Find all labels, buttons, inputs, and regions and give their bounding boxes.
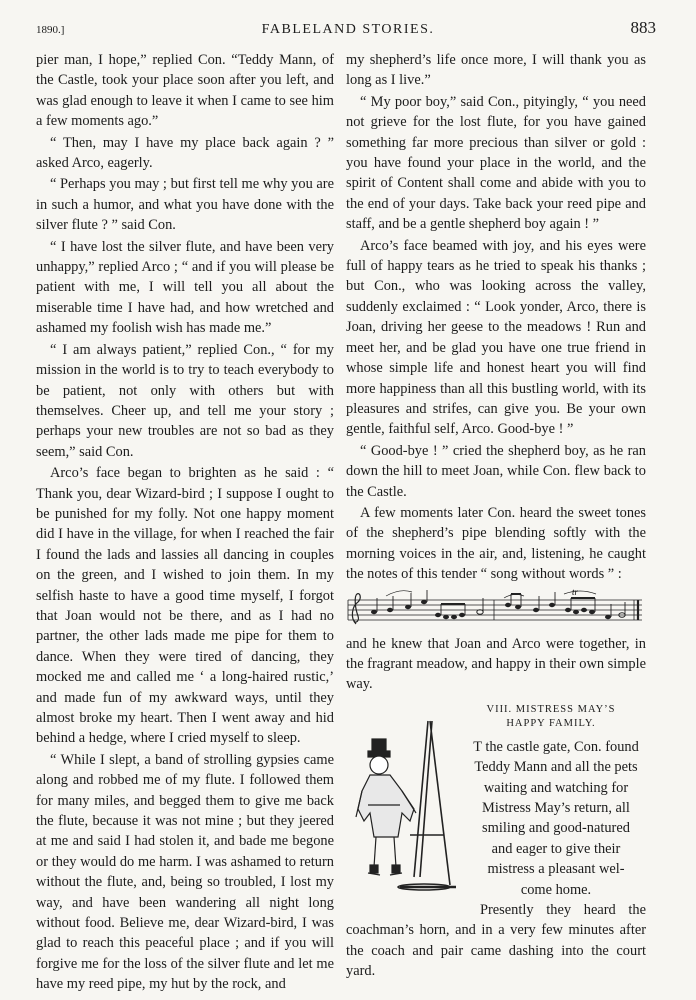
paragraph: “ I have lost the silver flute, and have been very unhappy,” replied Arco ; “ and if you will please be patient with me, I will tell you all about the miserable time I have had, and how wretched and ashamed my foolish wish has made me.” xyxy=(36,238,334,337)
paragraph: my shepherd’s life once more, I will thank you as long as I live.” xyxy=(346,52,646,89)
chapter-title: VIII. MISTRESS MAY’S HAPPY FAMILY. xyxy=(486,703,616,729)
paragraph: “ I am always patient,” replied Con., “ for my mission in the world is to try to teach everybody to be patient, not only with others but with themselves. Cheer up, and tell me your story ; perhaps your new troubles are not so bad as they seem,” said Con. xyxy=(36,341,334,460)
header-year: 1890.] xyxy=(36,24,65,36)
chapter-line: smiling and good-natured xyxy=(482,820,630,837)
paragraph: “ Then, may I have my place back again ? ” asked Arco, eagerly. xyxy=(36,134,334,172)
paragraph: pier man, I hope,” replied Con. “Teddy Mann, of the Castle, took your place soon after you left, and was glad enough to leave it when I came to see him a few moments ago.” xyxy=(36,52,334,130)
chapter-line: T the castle gate, Con. found xyxy=(473,738,639,755)
chapter-line: mistress a pleasant wel- xyxy=(487,861,625,878)
trill-mark: tr xyxy=(572,587,579,597)
paragraph: Arco’s face beamed with joy, and his eyes were full of happy tears as he tried to speak his thanks ; but Con., who was looking across the valley, suddenly exclaimed : “ Look yonder, Arco, there is Joan, driving her geese to the meadows ! Run and meet her, and be glad you have one true friend in whose simple life and honest heart you will find more happiness than all this bustling world, with its pleasures and strifes, can give you. Be your own gentle, faithful self, Arco. Good-bye ! ” xyxy=(346,237,646,438)
right-column xyxy=(346,50,646,982)
paragraph: “ While I slept, a band of strolling gypsies came along and robbed me of my flute. I followed them for many miles, and begged them to give me back the flute, because it was not mine ; but they jeered at me and said I had stolen it, and bade me begone or they would do me harm. I was ashamed to return without the flute, and, being so troubled, I lost my way, and have been wandering all night long without food. Believe me, dear Wizard-bird, I was glad to reach this peaceful place ; and if you will forgive me for the loss of the silver flute and let me have my reed pipe, my hut by the rock, and xyxy=(36,751,334,993)
running-title: FABLELAND STORIES. xyxy=(261,22,435,37)
paragraph: A few moments later Con. heard the sweet tones of the shepherd’s pipe blending softly with the morning voices in the air, and, listening, he caught the notes of this tender “ song without words ” : xyxy=(346,504,646,583)
illustration-boy-with-letter-a xyxy=(340,717,460,905)
music-staff-figure xyxy=(346,588,646,628)
chapter-line: come home. xyxy=(520,881,592,898)
page-header xyxy=(30,18,666,42)
chapter-line: Mistress May’s return, all xyxy=(482,800,630,816)
left-column xyxy=(36,50,334,996)
treble-clef-icon xyxy=(352,593,360,623)
page-number: 883 xyxy=(630,18,656,37)
chapter-line: and eager to give their xyxy=(491,840,621,857)
paragraph: Presently they heard the coachman’s horn, and in a very few minutes after the coach and pair came dashing into the court yard. xyxy=(346,902,646,980)
paragraph: “ Good-bye ! ” cried the shepherd boy, as he ran down the hill to meet Joan, while Con. flew back to the Castle. xyxy=(346,442,646,500)
chapter-section xyxy=(346,703,646,982)
chapter-line: waiting and watching for xyxy=(483,779,629,796)
chapter-line: Teddy Mann and all the pets xyxy=(474,759,638,776)
paragraph: “ My poor boy,” said Con., pityingly, “ you need not grieve for the lost flute, for you have gained something far more precious than silver or gold : you have found your place in the world, and the spirit of Content shall come and abide with you to the end of your days. Take back your reed pipe and staff, and be a gentle shepherd boy again ! ” xyxy=(346,93,646,233)
paragraph: “ Perhaps you may ; but first tell me why you are in such a humor, and what you have done with the silver flute ? ” said Con. xyxy=(36,176,334,234)
music-staff xyxy=(346,588,646,628)
paragraph: Arco’s face began to brighten as he said : “ Thank you, dear Wizard-bird ; I suppose I ought to be punished for my folly. Not one happy moment did I have in the village, for when I reached the fair I found the lads and lassies all dancing in couples on the green, and I wished to join them. In my selfish haste to have a good time myself, I forgot that Joan would not be there, and as I had no partner, the other lads made me pipe for them to dance. When they were tired of dancing, they mocked me and called me ‘ a long-haired rustic,’ and made fun of my awkward ways, until they almost broke my heart. Then I went away and hid behind a hedge, where I cried myself to sleep. xyxy=(36,465,334,747)
paragraph: and he knew that Joan and Arco were together, in the fragrant meadow, and happy in their own simple way. xyxy=(346,635,646,693)
boy-figure-icon xyxy=(356,739,416,875)
